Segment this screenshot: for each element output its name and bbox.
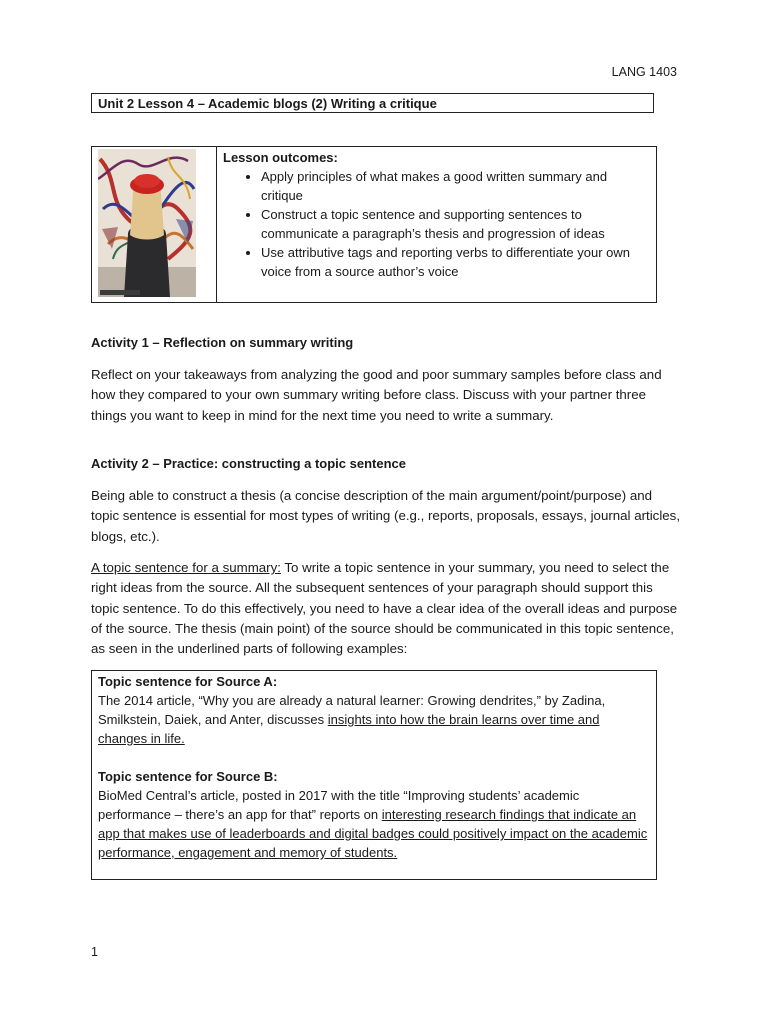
source-a-sentence: The 2014 article, “Why you are already a natural learner: Growing dendrites,” by Zadina, Smilkstein, Daiek, and Anter, discusses <box>98 693 606 727</box>
topic-sentence-examples <box>91 670 657 880</box>
source-a-text <box>98 691 650 748</box>
activity2-heading: Activity 2 – Practice: constructing a topic sentence <box>91 456 406 471</box>
outcomes-cell <box>223 148 644 281</box>
activity1-heading: Activity 1 – Reflection on summary writing <box>91 335 354 350</box>
source-b-heading: Topic sentence for Source B: <box>98 769 278 784</box>
activity2-paragraph-1: Being able to construct a thesis (a concise description of the main argument/point/purpose) and topic sentence is essential for most types of writing (e.g., reports, proposals, essays, journal articles, blogs, etc.). <box>91 488 681 544</box>
lesson-outcomes-table <box>91 146 657 303</box>
source-a-thesis: insights into how the brain learns over time and changes in life. <box>98 712 600 746</box>
source-a-heading: Topic sentence for Source A: <box>98 674 278 689</box>
source-b-thesis: interesting research findings that indicate an app that makes use of leaderboards and digital badges could positively impact on the academic performance, engagement and memory of students. <box>98 807 648 860</box>
outcome-item: • Use attributive tags and reporting verbs to differentiate your own voice from a source author’s voice <box>261 243 644 281</box>
activity1-text: Reflect on your takeaways from analyzing the good and poor summary samples before class and how they compared to your own summary writing before class. Discuss with your partner three things you want to keep in mind for the next time you need to write a summary. <box>91 367 662 423</box>
source-b-sentence: BioMed Central’s article, posted in 2017 with the title “Improving students’ academic performance – there’s an app for that” reports on <box>98 788 580 822</box>
page-number: 1 <box>91 945 98 959</box>
outcome-item: • Construct a topic sentence and supporting sentences to communicate a paragraph’s thesis and progression of ideas <box>261 205 644 243</box>
museum-visitor-photo <box>98 149 196 297</box>
source-b-text <box>98 786 650 862</box>
lesson-title: Unit 2 Lesson 4 – Academic blogs (2) Writing a critique <box>91 93 654 113</box>
course-code: LANG 1403 <box>611 65 677 79</box>
outcome-item: • Apply principles of what makes a good written summary and critique <box>261 167 644 205</box>
photo-cell <box>92 147 217 302</box>
topic-sentence-label: A topic sentence for a summary: <box>91 560 281 575</box>
topic-sentence-text: To write a topic sentence in your summary, you need to select the right ideas from the source. All the subsequent sentences of your paragraph should support this topic sentence. To do this effectively, you need to have a clear idea of the overall ideas and purpose of the source. The thesis (main point) of the source should be communicated in this topic sentence, as seen in the underlined parts of following examples: <box>91 560 678 657</box>
activity2-paragraph-2 <box>91 558 681 659</box>
outcomes-list <box>223 167 644 281</box>
outcomes-heading: Lesson outcomes: <box>223 150 338 165</box>
